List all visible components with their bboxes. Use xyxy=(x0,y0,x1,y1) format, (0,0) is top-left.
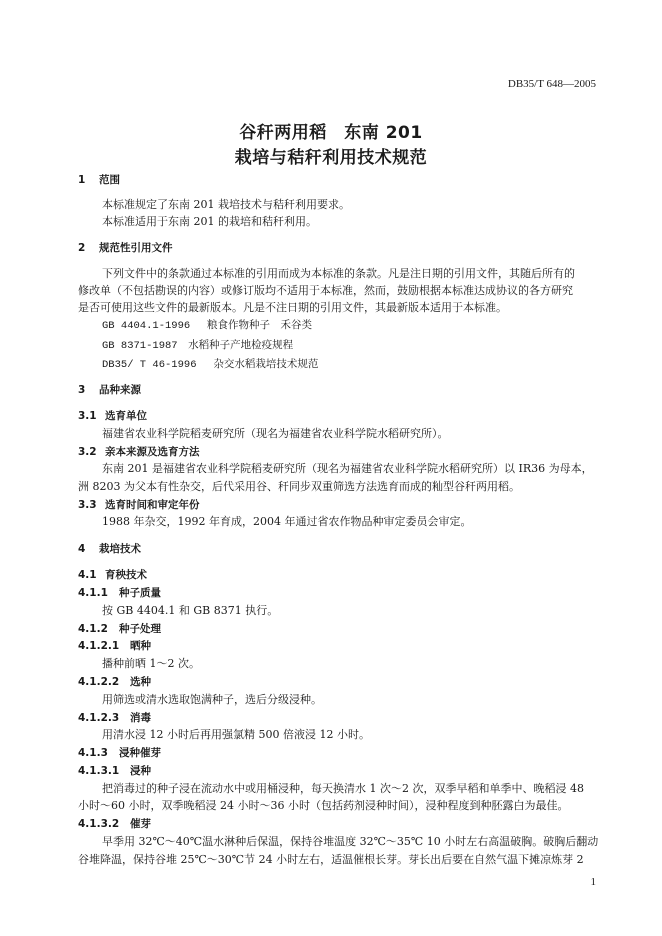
section-4-1-2-1-text: 播种前晒 1～2 次。 xyxy=(102,657,200,670)
section-4-1-3-2-text-line: 早季用 32℃～40℃温水淋种后保温，保持谷堆温度 32℃～35℃ 10 小时左右高温破胸。破胸后翻动 xyxy=(102,835,599,848)
section-3-2-text-line: 洲 8203 为父本有性杂交，后代采用谷、秆同步双重筛选方法选育而成的籼型谷秆两用稻。 xyxy=(78,480,520,493)
section-1-paragraph-1: 本标准规定了东南 201 栽培技术与秸秆利用要求。 xyxy=(102,198,350,211)
section-4-1-3-2-heading: 4.1.3.2 催芽 xyxy=(78,818,151,830)
section-2-paragraph-line: 修改单（不包括勘误的内容）或修订版均不适用于本标准，然而，鼓励根据本标准达成协议的各方研究 xyxy=(78,284,573,297)
section-3-heading: 3 品种来源 xyxy=(78,384,141,396)
section-3-3-heading: 3.3 选育时间和审定年份 xyxy=(78,499,200,511)
section-4-heading: 4 栽培技术 xyxy=(78,543,141,555)
section-4-1-2-3-text: 用清水浸 12 小时后再用强氯精 500 倍液浸 12 小时。 xyxy=(102,728,370,741)
section-2-paragraph-line: 下列文件中的条款通过本标准的引用而成为本标准的条款。凡是注日期的引用文件，其随后所有的 xyxy=(102,267,575,280)
section-4-1-heading: 4.1 育秧技术 xyxy=(78,569,147,581)
section-3-1-text: 福建省农业科学院稻麦研究所（现名为福建省农业科学院水稻研究所）。 xyxy=(102,427,449,440)
section-4-1-3-1-text-line: 小时～60 小时，双季晚稻浸 24 小时～36 小时（包括药剂浸种时间），浸种程度到种胚露白为最佳。 xyxy=(78,799,569,812)
section-4-1-2-2-text: 用筛选或清水选取饱满种子，选后分级浸种。 xyxy=(102,693,322,706)
section-4-1-2-3-heading: 4.1.2.3 消毒 xyxy=(78,712,151,724)
title-line-2: 栽培与秸秆利用技术规范 xyxy=(234,148,428,168)
section-4-1-3-2-text-line: 谷堆降温，保持谷堆 25℃～30℃节 24 小时左右，适温催根长芽。芽长出后要在自然气温下摊凉炼芽 2 xyxy=(78,853,584,866)
section-2-heading: 2 规范性引用文件 xyxy=(78,242,173,254)
standard-code: DB35/T 648—2005 xyxy=(507,78,596,90)
reference-item: DB35/ T 46-1996 杂交水稻栽培技术规范 xyxy=(102,359,319,371)
section-3-2-text-line: 东南 201 是福建省农业科学院稻麦研究所（现名为福建省农业科学院水稻研究所）以 IR36 为母本， xyxy=(102,462,593,475)
section-3-1-heading: 3.1 选育单位 xyxy=(78,410,147,422)
section-4-1-2-heading: 4.1.2 种子处理 xyxy=(78,623,161,635)
section-4-1-3-1-heading: 4.1.3.1 浸种 xyxy=(78,765,151,777)
section-4-1-2-2-heading: 4.1.2.2 选种 xyxy=(78,676,151,688)
reference-item: GB 4404.1-1996 粮食作物种子 禾谷类 xyxy=(102,320,313,332)
section-4-1-3-1-text-line: 把消毒过的种子浸在流动水中或用桶浸种，每天换清水 1 次～2 次，双季早稻和单季中、晚稻浸 48 xyxy=(102,782,584,795)
section-4-1-1-text: 按 GB 4404.1 和 GB 8371 执行。 xyxy=(102,604,279,617)
title-line-1: 谷秆两用稻 东南 201 xyxy=(239,123,423,143)
section-2-paragraph-line: 是否可使用这些文件的最新版本。凡是不注日期的引用文件，其最新版本适用于本标准。 xyxy=(78,301,507,314)
section-4-1-3-heading: 4.1.3 浸种催芽 xyxy=(78,747,161,759)
reference-item: GB 8371-1987 水稻种子产地检疫规程 xyxy=(102,340,294,352)
section-1-paragraph-2: 本标准适用于东南 201 的栽培和秸秆利用。 xyxy=(102,215,317,228)
section-1-heading: 1 范围 xyxy=(78,174,120,186)
section-4-1-2-1-heading: 4.1.2.1 晒种 xyxy=(78,640,151,652)
page-number: 1 xyxy=(590,876,596,888)
section-3-2-heading: 3.2 亲本来源及选育方法 xyxy=(78,446,200,458)
section-4-1-1-heading: 4.1.1 种子质量 xyxy=(78,587,161,599)
section-3-3-text: 1988 年杂交，1992 年育成，2004 年通过省农作物品种审定委员会审定。 xyxy=(102,515,472,528)
